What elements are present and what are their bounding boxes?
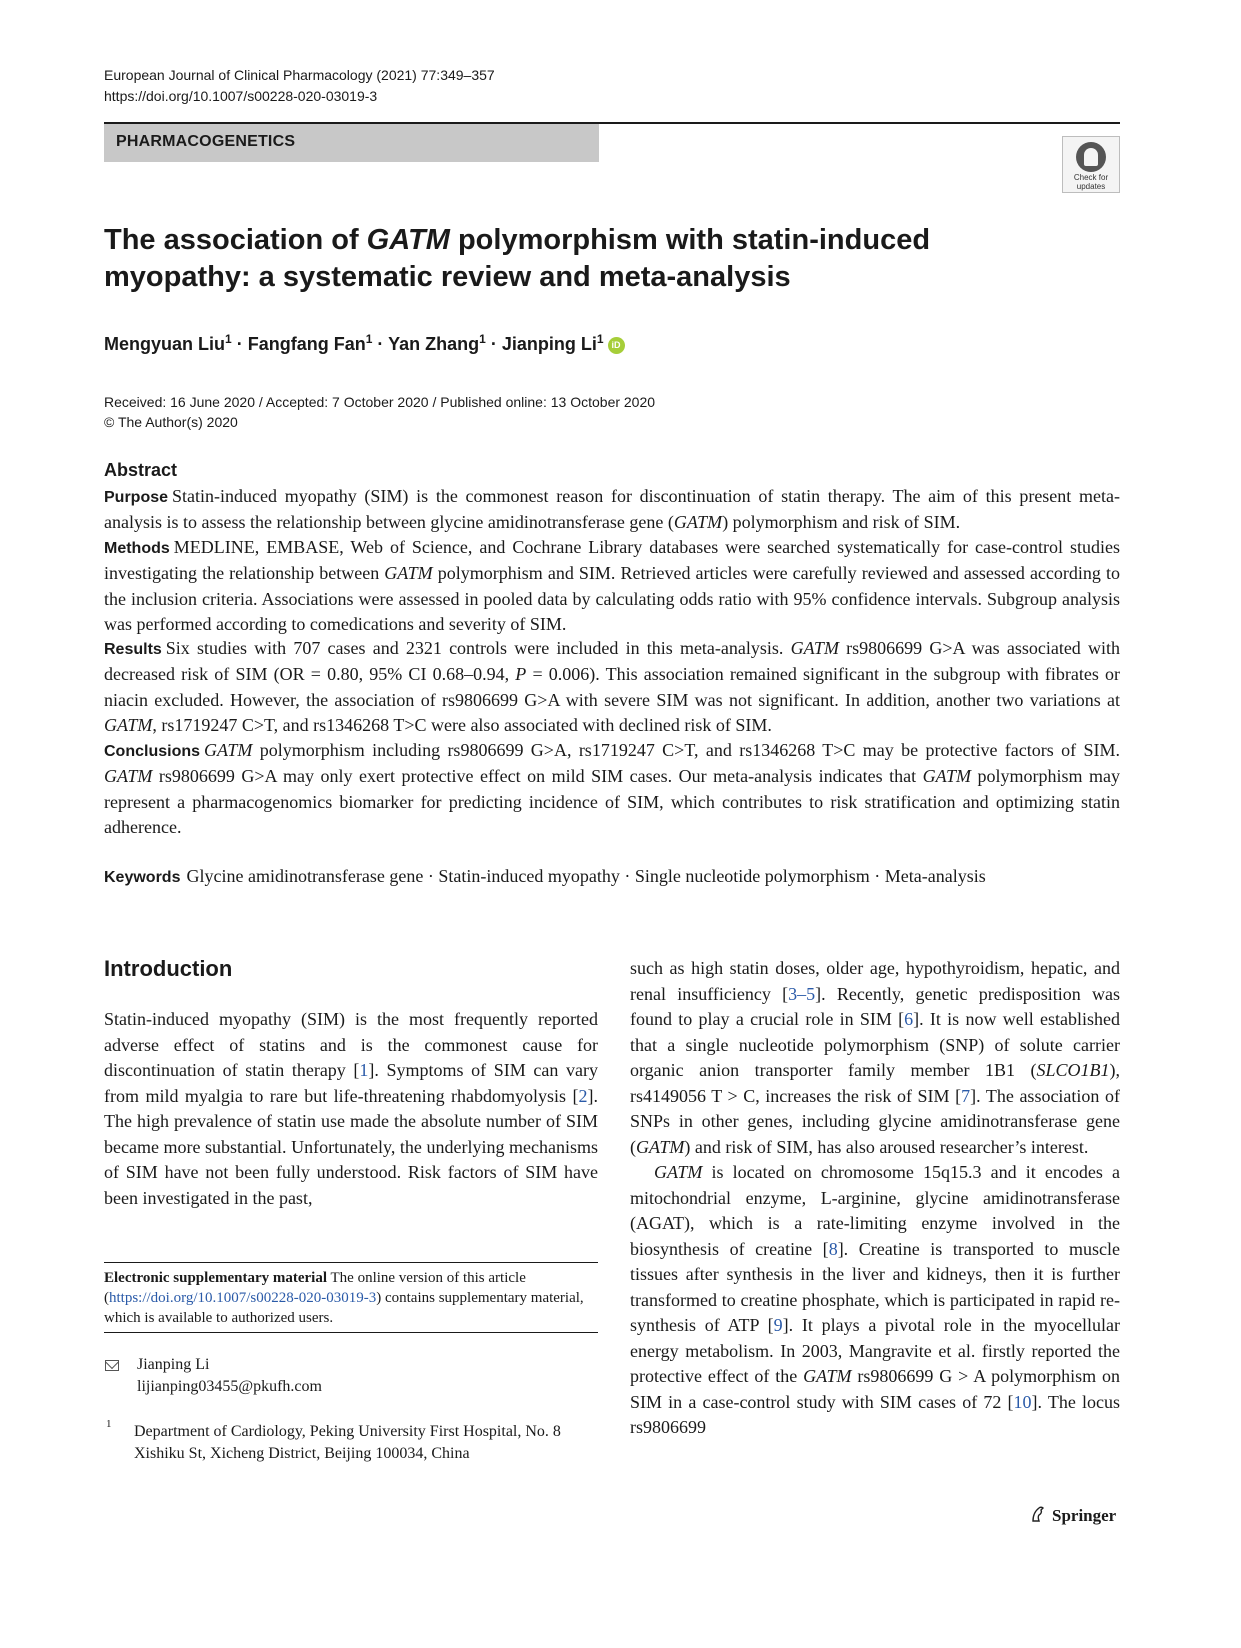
abstract-purpose: Purpose Statin-induced myopathy (SIM) is the commonest reason for discontinuation of statin therapy. The aim of this present meta-analysis is to assess the relationship between glycine amidinotransferase gene (GATM) polymorphism and risk of SIM.: [104, 486, 1120, 533]
copyright-line: © The Author(s) 2020: [104, 414, 238, 430]
footnote-rule: [104, 1332, 598, 1333]
author-name[interactable]: Mengyuan Liu: [104, 334, 225, 354]
section-label: PHARMACOGENETICS: [116, 133, 296, 150]
bookmark-icon: [1076, 142, 1106, 172]
author-name[interactable]: Fangfang Fan: [247, 334, 366, 354]
keywords: Keywords Glycine amidinotransferase gene · Statin-induced myopathy · Single nucleotide polymorphism · Meta-analysis: [104, 866, 986, 886]
abstract-conclusions: Conclusions GATM polymorphism including rs9806699 G>A, rs1719247 C>T, and rs1346268 T>C may be protective factors of SIM. GATM rs9806699 G>A may only exert protective effect on mild SIM cases. Our meta-analysis indicates that GATM polymorphism may represent a pharmacogenomics biomarker for predicting incidence of SIM, which contributes to risk stratification and optimizing statin adherence.: [104, 740, 1120, 837]
introduction-heading: Introduction: [104, 956, 233, 981]
publisher-logo: Springer: [1052, 1506, 1117, 1525]
intro-paragraph: such as high statin doses, older age, hypothyroidism, hepatic, and renal insufficiency [3–5]. Recently, genetic predisposition was found to play a crucial role in SIM [6]. It is now well established that a single nucleotide polymorphism (SNP) of solute carrier organic anion transporter family member 1B1 (SLCO1B1), rs4149056 T > C, increases the risk of SIM [7]. The association of SNPs in other genes, including glycine amidinotransferase gene (GATM) and risk of SIM, has also aroused researcher’s interest.: [630, 958, 1121, 1157]
check-for-updates-badge[interactable]: [1062, 136, 1120, 193]
envelope-icon: [105, 1360, 119, 1371]
affiliation-number: 1: [106, 1418, 112, 1430]
affiliation: Department of Cardiology, Peking University First Hospital, No. 8 Xishiku St, Xicheng District, Beijing 100034, China: [134, 1423, 561, 1462]
citation-link[interactable]: 1: [359, 1060, 369, 1080]
corresponding-email[interactable]: lijianping03455@pkufh.com: [137, 1378, 322, 1395]
citation-link[interactable]: 10: [1013, 1391, 1032, 1412]
intro-right-column: [630, 956, 1120, 1441]
citation-link[interactable]: 3–5: [788, 983, 816, 1004]
article-title: The association of GATM polymorphism with statin-induced myopathy: a systematic review and meta-analysis: [104, 224, 931, 293]
springer-horse-icon: [1029, 1505, 1047, 1523]
article-doi[interactable]: https://doi.org/10.1007/s00228-020-03019-3: [104, 88, 378, 104]
citation-link[interactable]: 6: [904, 1009, 914, 1029]
supplementary-link[interactable]: https://doi.org/10.1007/s00228-020-03019-3: [109, 1290, 377, 1306]
citation-link[interactable]: 9: [773, 1315, 783, 1335]
citation-link[interactable]: 2: [578, 1085, 588, 1106]
intro-left-column: Statin-induced myopathy (SIM) is the most frequently reported adverse effect of statins and is the commonest cause for discontinuation of statin therapy [1]. Symptoms of SIM can vary from mild myalgia to rare but life-threatening rhabdomyolysis [2]. The high prevalence of statin use made the absolute number of SIM became more substantial. Unfortunately, the underlying mechanisms of SIM have not been fully understood. Risk factors of SIM have been investigated in the past,: [104, 1009, 598, 1208]
citation-link[interactable]: 8: [828, 1238, 838, 1259]
supplementary-note: Electronic supplementary material The online version of this article (https://doi.org/10.1007/s00228-020-03019-3) contains supplementary material, which is available to authorized users.: [104, 1270, 584, 1326]
journal-citation: European Journal of Clinical Pharmacology (2021) 77:349–357: [104, 67, 495, 83]
author-list: Mengyuan Liu$^1$ · Fangfang Fan$^1$ · Yan Zhang$^1$ · Jianping Li$^1$ iD: [104, 332, 625, 355]
author-name[interactable]: Yan Zhang: [388, 334, 480, 354]
orcid-icon[interactable]: iD: [608, 337, 625, 354]
citation-link[interactable]: 7: [961, 1085, 971, 1106]
updates-badge-text: Check for updates: [1073, 173, 1109, 191]
footnote-rule: [104, 1262, 598, 1263]
abstract-heading: Abstract: [104, 460, 178, 480]
abstract-methods: Methods MEDLINE, EMBASE, Web of Science, and Cochrane Library databases were searched systematically for case-control studies investigating the relationship between GATM polymorphism and SIM. Retrieved articles were carefully reviewed and assessed according to the inclusion criteria. Associations were assessed in pooled data by calculating odds ratio with 95% confidence intervals. Subgroup analysis was performed according to comedications and severity of SIM.: [104, 537, 1120, 634]
article-dates: Received: 16 June 2020 / Accepted: 7 October 2020 / Published online: 13 October 2020: [104, 394, 656, 410]
intro-paragraph: GATM is located on chromosome 15q15.3 and it encodes a mitochondrial enzyme, L-arginine, glycine amidinotransferase (AGAT), which is a rate-limiting enzyme involved in the biosynthesis of creatine [8]. Creatine is transported to muscle tissues after synthesis in the liver and kidneys, then it is further transformed to creatine phosphate, which is participated in rapid re-synthesis of ATP [9]. It plays a pivotal role in the myocellular energy metabolism. In 2003, Mangravite et al. firstly reported the protective effect of the GATM rs9806699 G > A polymorphism on SIM in a case-control study with SIM cases of 72 [10]. The locus rs9806699: [630, 1162, 1120, 1437]
author-name[interactable]: Jianping Li: [501, 334, 597, 354]
abstract-results: Results Six studies with 707 cases and 2321 controls were included in this meta-analysis. GATM rs9806699 G>A was associated with decreased risk of SIM (OR = 0.80, 95% CI 0.68–0.94, P = 0.006). This association remained significant in the subgroup with fibrates or niacin excluded. However, the association of rs9806699 G>A with severe SIM was not significant. In addition, another two variations at GATM, rs1719247 C>T, and rs1346268 T>C were also associated with declined risk of SIM.: [104, 638, 1120, 735]
corresponding-author: Jianping Li: [137, 1356, 210, 1373]
